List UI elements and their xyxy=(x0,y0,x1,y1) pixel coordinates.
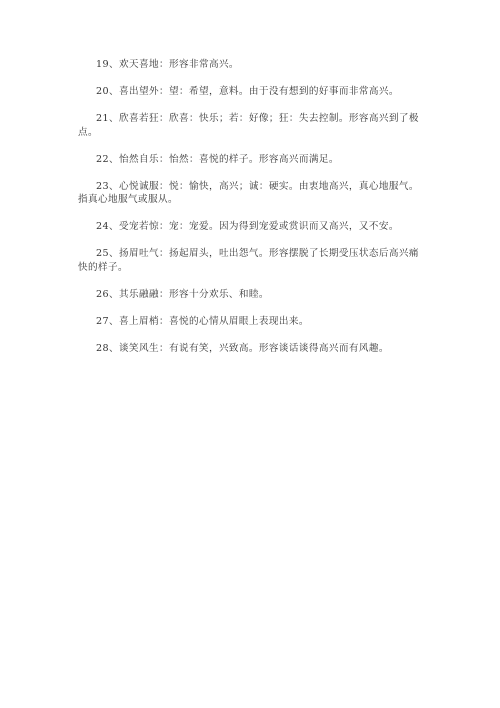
idiom-entry-25: 25、扬眉吐气：扬起眉头，吐出怨气。形容摆脱了长期受压状态后高兴痛快的样子。 xyxy=(78,248,419,273)
idiom-entry-23: 23、心悦诚服：悦：愉快，高兴；诚：硬实。由衷地高兴，真心地服气。指真心地服气或服从。 xyxy=(78,180,419,205)
idiom-entry-26: 26、其乐融融：形容十分欢乐、和睦。 xyxy=(96,288,269,300)
idiom-entry-19: 19、欢天喜地：形容非常高兴。 xyxy=(96,59,239,70)
idiom-entry-20: 20、喜出望外：望：希望，意料。由于没有想到的好事而非常高兴。 xyxy=(96,86,399,97)
idiom-entry-28: 28、谈笑风生：有说有笑，兴致高。形容谈话谈得高兴而有风趣。 xyxy=(96,342,389,354)
idiom-entry-24: 24、受宠若惊：宠：宠爱。因为得到宠爱或赏识而又高兴，又不安。 xyxy=(96,221,399,232)
idiom-list xyxy=(78,58,426,369)
idiom-entry-21: 21、欣喜若狂：欣喜：快乐；若：好像；狂：失去控制。形容高兴到了极点。 xyxy=(78,113,419,138)
idiom-entry-27: 27、喜上眉梢：喜悦的心情从眉眼上表现出来。 xyxy=(96,315,309,327)
idiom-entry-22: 22、怡然自乐：怡然：喜悦的样子。形容高兴而满足。 xyxy=(96,153,339,165)
